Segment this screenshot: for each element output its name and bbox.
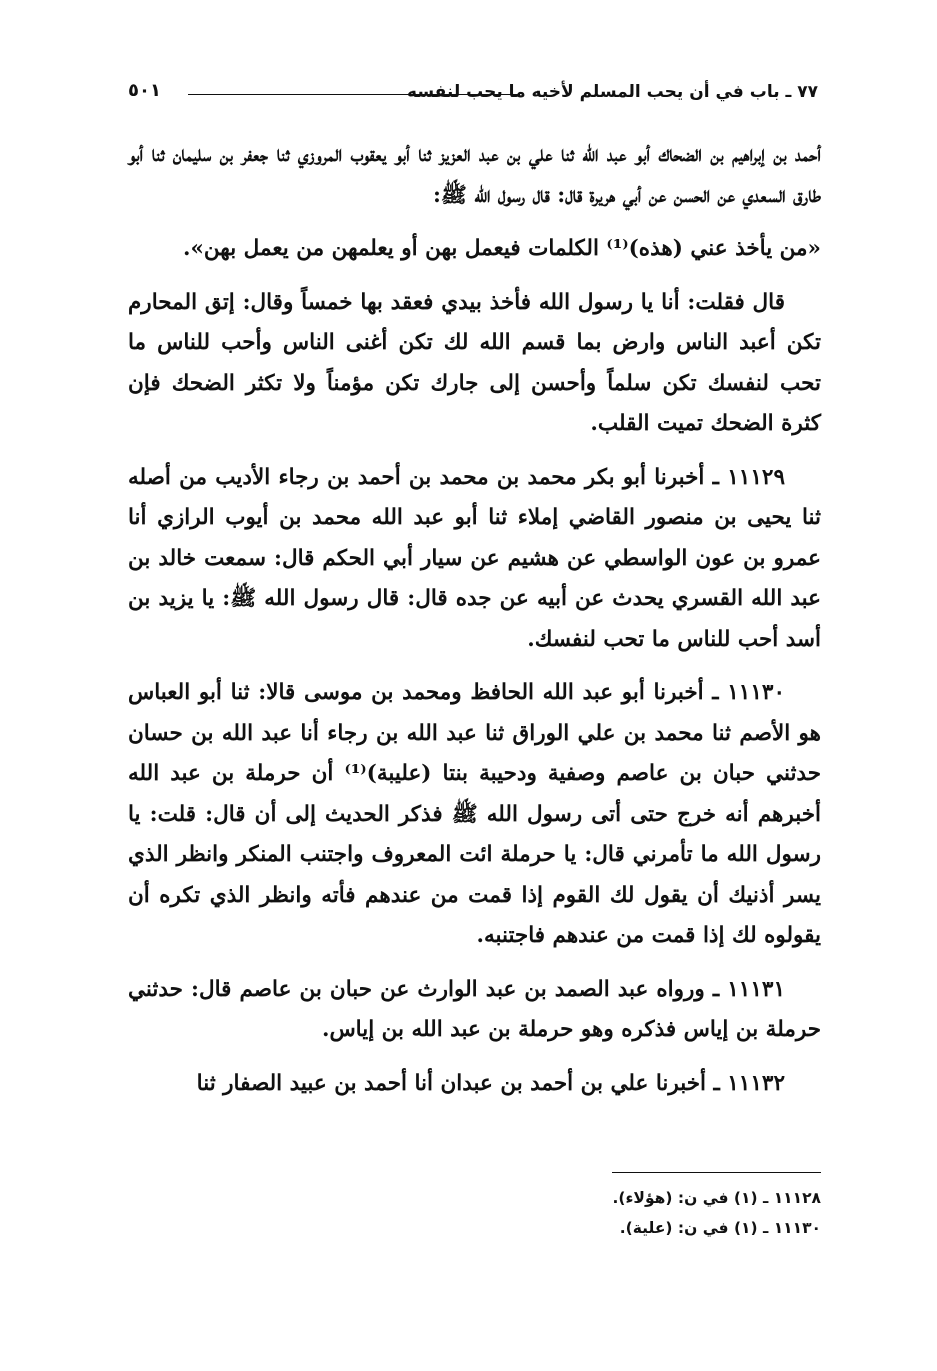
page-number: ٥٠١ xyxy=(128,80,161,101)
header-rule xyxy=(188,94,520,95)
paragraph-hadith-11130: ١١١٣٠ ـ أخبرنا أبو عبد الله الحافظ ومحمد بن موسى قالا: ثنا أبو العباس هو الأصم ثنا محمد بن علي الوراق ثنا عبد الله بن رجاء أنا عبد الله بن حسان حدثني حبان بن عاصم وصفية ودحيبة بنتا (عليبة)⁽¹⁾ أن حرملة بن عبد الله أخبرهم أنه خرج حتى أتى رسول الله ﷺ فذكر الحديث إلى أن قال: قلت: يا رسول الله ما تأمرني قال: يا حرملة ائت المعروف واجتنب المنكر وانظر الذي يسر أذنيك أن يقول لك القوم إذا قمت من عندهم فأته وانظر الذي تكره أن يقولوه لك إذا قمت من عندهم فاجتنبه. xyxy=(128,680,822,948)
footnote-item: ١١١٣٠ ـ (١) في ن: (علية). xyxy=(619,1219,821,1237)
paragraph-hadith-11132: ١١١٣٢ ـ أخبرنا علي بن أحمد بن عبدان أنا أحمد بن عبيد الصفار ثنا xyxy=(196,1070,785,1096)
main-text xyxy=(128,135,821,1117)
footnotes xyxy=(128,1183,821,1243)
paragraph-isnad-continuation: أحمد بن إبراهيم بن الضحاك أبو عبد الله ثنا علي بن عبد العزيز ثنا أبو يعقوب المروزي ثنا جعفر بن سليمان ثنا أبو طارق السعدي عن الحسن عن أبي هريرة قال: قال رسول الله ﷺ: xyxy=(128,142,821,208)
footnote-item: ١١١٢٨ ـ (١) في ن: (هؤلاء). xyxy=(612,1189,821,1207)
running-header xyxy=(128,78,818,112)
paragraph-hadith-11131: ١١١٣١ ـ ورواه عبد الصمد بن عبد الوارث عن حبان بن عاصم قال: حدثني حرملة بن إياس فذكره وهو حرملة بن عبد الله بن إياس. xyxy=(128,976,821,1042)
footnote-separator xyxy=(612,1172,821,1173)
chapter-title: ٧٧ ـ باب في أن يحب المسلم لأخيه ما يحب لنفسه xyxy=(407,82,818,102)
paragraph-hadith-body: قال فقلت: أنا يا رسول الله فأخذ بيدي فعقد بها خمساً وقال: إتق المحارم تكن أعبد الناس وارض بما قسم الله لك تكن أغنى الناس وأحب للناس ما تحب لنفسك تكن سلماً وأحسن إلى جارك تكن مؤمناً ولا تكثر الضحك فإن كثرة الضحك تميت القلب. xyxy=(128,289,821,436)
paragraph-hadith-quote: «من يأخذ عني (هذه)⁽¹⁾ الكلمات فيعمل بهن أو يعلمهن من يعمل بهن». xyxy=(183,236,821,261)
paragraph-hadith-11129: ١١١٢٩ ـ أخبرنا أبو بكر محمد بن محمد بن أحمد بن رجاء الأديب من أصله ثنا يحيى بن منصور القاضي إملاء ثنا أبو عبد الله محمد بن أيوب الرازي أنا عمرو بن عون الواسطي عن هشيم عن سيار أبي الحكم قال: سمعت خالد بن عبد الله القسري يحدث عن أبيه عن جده قال: قال رسول الله ﷺ: يا يزيد بن أسد أحب للناس ما تحب لنفسك. xyxy=(128,464,821,652)
